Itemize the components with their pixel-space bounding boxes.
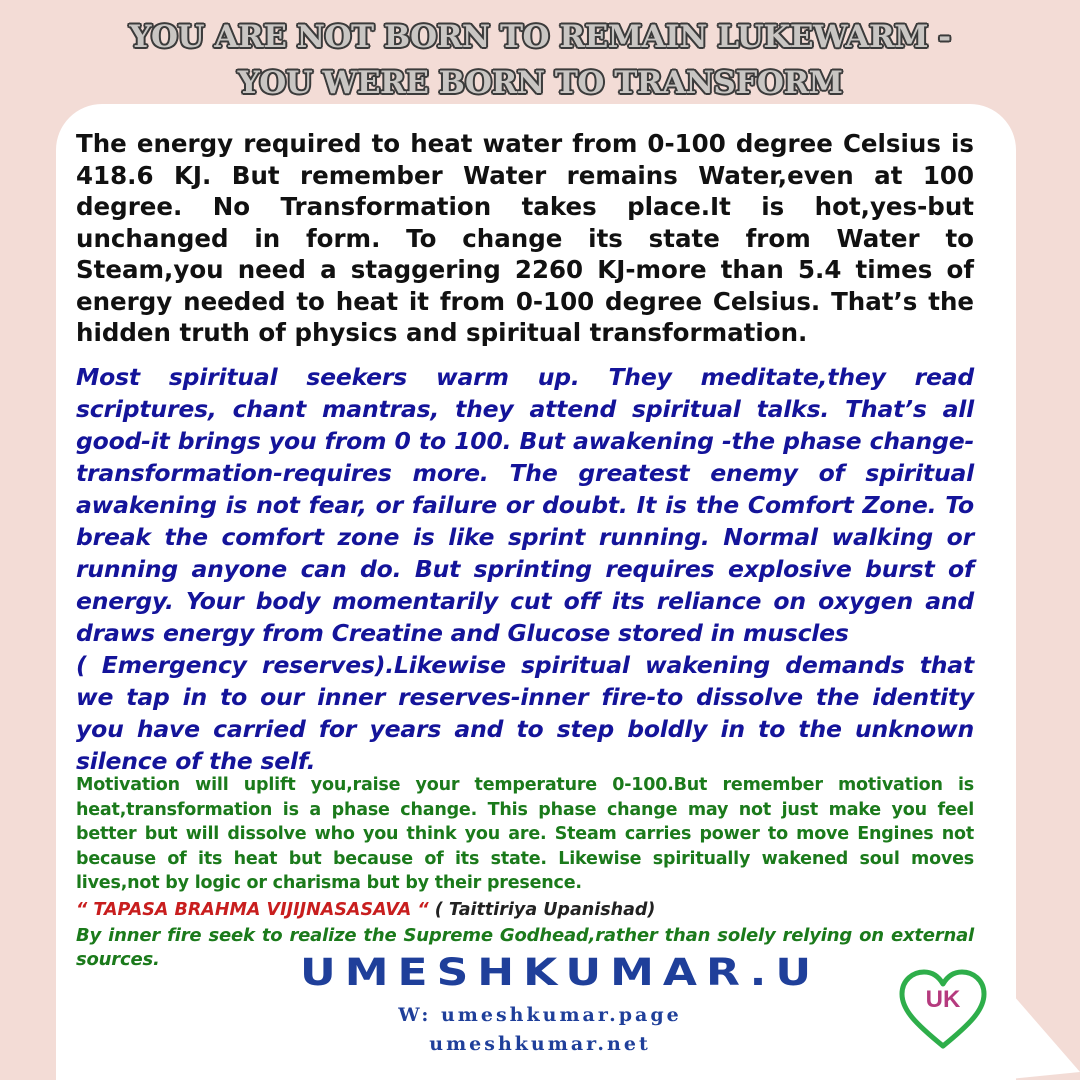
uk-heart-logo (896, 966, 990, 1052)
title-line-1: YOU ARE NOT BORN TO REMAIN LUKEWARM - (129, 19, 951, 55)
paragraph-spiritual-part1: Most spiritual seekers warm up. They meditate,they read scriptures, chant mantras, they attend spiritual talks. That’s all good-it brings you from 0 to 100. But awakening -the phase change-transformation-requires more. The greatest enemy of spiritual awakening is not fear, or failure or doubt. It is the Comfort Zone. To break the comfort zone is like sprint running. Normal walking or running anyone can do. But sprinting requires explosive burst of energy. Your body momentarily cut off its reliance on oxygen and draws energy from Creatine and Glucose stored in muscles (76, 363, 974, 647)
quote-sanskrit: “ TAPASA BRAHMA VIJIJNASASAVA “ (76, 900, 429, 920)
paragraph-spiritual (76, 361, 974, 777)
website-link-net[interactable]: umeshkumar.net (429, 1033, 651, 1055)
paragraph-spiritual-part2: ( Emergency reserves).Likewise spiritual wakening demands that we tap in to our inner reserves-inner fire-to dissolve the identity you have carried for years and to step boldly in to the unknown silence of the self. (76, 651, 974, 775)
paragraph-physics: The energy required to heat water from 0-100 degree Celsius is 418.6 KJ. But remember Water remains Water,even at 100 degree. No Transformation takes place.It is hot,yes-but unchanged in form. To change its state from Water to Steam,you need a staggering 2260 KJ-more than 5.4 times of energy needed to heat it from 0-100 degree Celsius. That’s the hidden truth of physics and spiritual transformation. (76, 129, 974, 347)
paragraph-inner-fire: By inner fire seek to realize the Supreme Godhead,rather than solely relying on external sources. (76, 925, 974, 970)
quote-source: ( Taittiriya Upanishad) (428, 900, 656, 920)
title-line-2: YOU WERE BORN TO TRANSFORM (237, 65, 843, 101)
speech-bubble-tail (1000, 980, 1080, 1080)
paragraph-motivation: Motivation will uplift you,raise your temperature 0-100.But remember motivation is heat,transformation is a phase change. This phase change may not just make you feel better but will dissolve who you think you are. Steam carries power to move Engines not because of its heat but because of its state. Likewise spiritually wakened soul moves lives,not by logic or charisma but by their presence. (76, 775, 974, 893)
page-title (0, 14, 1080, 106)
brand-wordmark: UMESHKUMAR.U (300, 950, 821, 995)
sanskrit-quote (76, 898, 974, 922)
logo-initials: UK (925, 986, 961, 1013)
website-link-page[interactable]: W: umeshkumar.page (398, 1004, 682, 1026)
